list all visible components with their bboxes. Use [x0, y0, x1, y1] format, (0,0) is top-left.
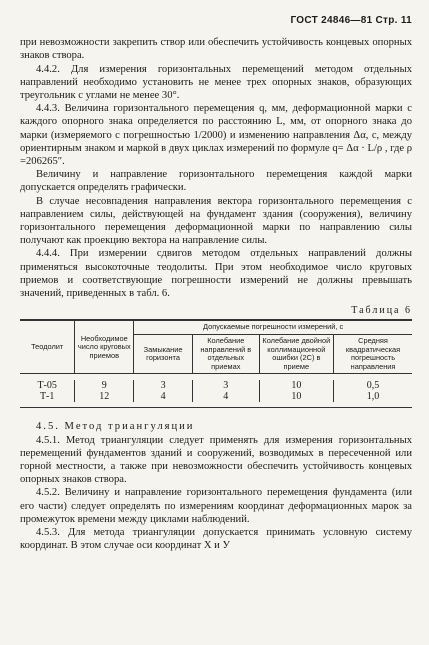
cell-collimation: 10: [259, 391, 333, 402]
paragraph-graphic: Величину и направление горизонтального перемещения каждой марки допускается определять графически.: [20, 169, 412, 194]
cell-fluctuation: 3: [192, 380, 259, 391]
paragraph-4-5-3: 4.5.3. Для метода триангуляции допускается принимать условную систему координат. В этом случае оси координат X и У: [20, 527, 412, 552]
col-theodolite: Теодолит: [20, 321, 75, 374]
col-group-errors: Допускаемые погрешности измерений, с: [134, 321, 412, 335]
cell-theodolite: Т-05: [37, 380, 57, 392]
page-header: ГОСТ 24846—81 Стр. 11: [290, 15, 412, 26]
paragraph-continuation: при невозможности закрепить створ или обеспечить устойчивость концевых опорных знаков створа.: [20, 37, 412, 62]
section-heading-4-5: 4.5. Метод триангуляции: [36, 421, 195, 433]
cell-fluctuation: 4: [192, 391, 259, 402]
paragraph-4-4-4: 4.4.4. При измерении сдвигов методом отдельных направлений должны применяться высокоточные теодолиты. При этом необходимое число круговых приемов и соответствующие погрешности измерений не должны превышать значений, приведенных в табл. 6.: [20, 248, 412, 300]
paragraph-4-5-1: 4.5.1. Метод триангуляции следует применять для измерения горизонтальных перемещений фундаментов зданий и сооружений, возводимых в пересеченной или горной местности, а также при невозможности обеспечить устойчивость концевых опорных знаков створа.: [20, 434, 412, 486]
paragraph-projection: В случае несовпадения направления вектора горизонтального перемещения с направлением силы, действующей на фундамент здания (сооружения), величину горизонтального перемещения деформационной марки по направлению силы получают как проекцию вектора на направление силы.: [20, 195, 412, 247]
cell-closing: 3: [134, 380, 193, 391]
cell-collimation: 10: [259, 380, 333, 391]
cell-theodolite: Т-1: [39, 391, 55, 403]
table-6: [20, 319, 412, 408]
paragraph-4-4-3: 4.4.3. Величина горизонтального перемещения q, мм, деформационной марки с каждого опорного знака определяется по расстоянию L, мм, от опорного знака до марки (измеряемого с погрешностью 1/2000) и изменению направления Δα, с, между ориентирным знаком и маркой в двух циклах измерений по формуле q= Δα · L/ρ , где ρ =206265″.: [20, 103, 412, 168]
paragraph-4-5-2: 4.5.2. Величину и направление горизонтального перемещения фундамента (или его части) следует определять по измерениям координат деформационных марок за промежуток времени между циклами наблюдений.: [20, 487, 412, 525]
col-receptions: Необходимое число круговых приемов: [75, 321, 134, 374]
table-row: [20, 380, 412, 391]
col-collimation: Колебание двойной коллимационной ошибки (2С) в приеме: [259, 335, 333, 374]
col-meansquare: Средняя квадратическая погрешность направления: [334, 335, 412, 374]
cell-meansquare: 0,5: [334, 380, 412, 391]
cell-meansquare: 1,0: [334, 391, 412, 402]
col-closing: Замыкание горизонта: [134, 335, 193, 374]
table-caption: Таблица 6: [351, 305, 412, 317]
paragraph-4-4-2: 4.4.2. Для измерения горизонтальных перемещений методом отдельных направлений необходимо установить не менее трех опорных знаков, образующих треугольник с углами не менее 30°.: [20, 63, 412, 102]
cell-closing: 4: [134, 391, 193, 402]
cell-receptions: 12: [75, 391, 134, 402]
document-page: [20, 14, 412, 552]
col-fluctuation: Колебание направлений в отдельных приемах: [192, 335, 259, 374]
cell-receptions: 9: [75, 380, 134, 391]
table-row: [20, 391, 412, 402]
